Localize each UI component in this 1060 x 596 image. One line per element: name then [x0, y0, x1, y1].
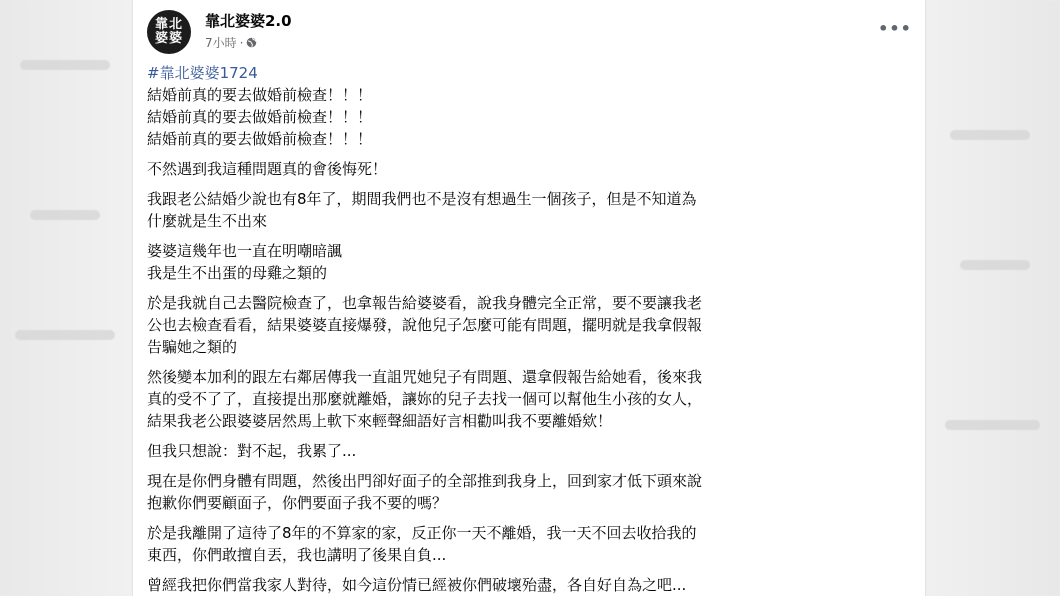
meta-separator: ·	[239, 35, 244, 50]
more-options-button[interactable]: •••	[878, 18, 912, 38]
post-text-line: 於是我離開了這待了8年的不算家的家，反正你一天不離婚，我一天不回去收拾我的	[147, 524, 697, 542]
post-header	[147, 10, 911, 54]
blurred-background-shape	[30, 210, 100, 220]
hashtag-link[interactable]: #靠北婆婆1724	[147, 64, 258, 82]
post-text-line: 然後變本加利的跟左右鄰居傳我一直詛咒她兒子有問題、還拿假報告給她看，後來我	[147, 368, 703, 386]
avatar-text-line: 婆婆	[154, 31, 183, 46]
post-text-line: 告騙她之類的	[147, 338, 238, 356]
avatar-text-line: 靠北	[154, 17, 183, 32]
post-text-line: 結婚前真的要去做婚前檢查！！！	[147, 130, 373, 148]
globe-icon[interactable]	[246, 37, 257, 48]
post-text-line: 婆婆這幾年也一直在明嘲暗諷	[147, 242, 343, 260]
post-paragraph	[147, 574, 911, 596]
post-paragraph	[147, 292, 911, 358]
avatar[interactable]	[147, 10, 191, 54]
blurred-background-shape	[960, 260, 1030, 270]
post-paragraph	[147, 366, 911, 432]
post-timestamp[interactable]: 7小時	[205, 36, 237, 50]
post-meta	[205, 34, 257, 51]
blurred-background-shape	[945, 420, 1040, 430]
blurred-background-shape	[15, 330, 115, 340]
post-paragraph	[147, 188, 911, 232]
post-paragraph	[147, 522, 911, 566]
post-paragraph	[147, 240, 911, 284]
post-text-line: 公也去檢查看看，結果婆婆直接爆發，說他兒子怎麼可能有問題，擺明就是我拿假報	[147, 316, 703, 334]
post-text-line: 真的受不了了，直接提出那麼就離婚，讓妳的兒子去找一個可以幫他生小孩的女人，	[147, 390, 703, 408]
post-text-line: 曾經我把你們當我家人對待，如今這份情已經被你們破壞殆盡，各自好自為之吧...	[147, 576, 687, 594]
page-name[interactable]: 靠北婆婆2.0	[205, 12, 292, 30]
post-paragraph	[147, 84, 911, 150]
post-paragraph	[147, 440, 911, 462]
post-paragraph	[147, 158, 911, 180]
post-text-line: 我跟老公結婚少說也有8年了，期間我們也不是沒有想過生一個孩子，但是不知道為	[147, 190, 697, 208]
post-text-line: 東西，你們敢擅自丟，我也講明了後果自負...	[147, 546, 447, 564]
post-text-line: 結婚前真的要去做婚前檢查！！！	[147, 86, 373, 104]
facebook-post	[133, 0, 925, 596]
post-text-line: 我是生不出蛋的母雞之類的	[147, 264, 328, 282]
post-text-line: 於是我就自己去醫院檢查了，也拿報告給婆婆看，說我身體完全正常，要不要讓我老	[147, 294, 703, 312]
post-body	[147, 62, 911, 596]
post-text-line: 但我只想說：對不起，我累了...	[147, 442, 357, 460]
post-text-line: 結果我老公跟婆婆居然馬上軟下來輕聲細語好言相勸叫我不要離婚欸！	[147, 412, 613, 430]
post-text-line: 現在是你們身體有問題，然後出門卻好面子的全部推到我身上，回到家才低下頭來說	[147, 472, 703, 490]
blurred-background-shape	[20, 60, 110, 70]
blurred-background-shape	[950, 130, 1030, 140]
post-text-line: 不然遇到我這種問題真的會後悔死！	[147, 160, 388, 178]
post-paragraph	[147, 470, 911, 514]
post-text-line: 結婚前真的要去做婚前檢查！！！	[147, 108, 373, 126]
post-text-line: 什麼就是生不出來	[147, 212, 268, 230]
post-text-line: 抱歉你們要顧面子，你們要面子我不要的嗎？	[147, 494, 448, 512]
